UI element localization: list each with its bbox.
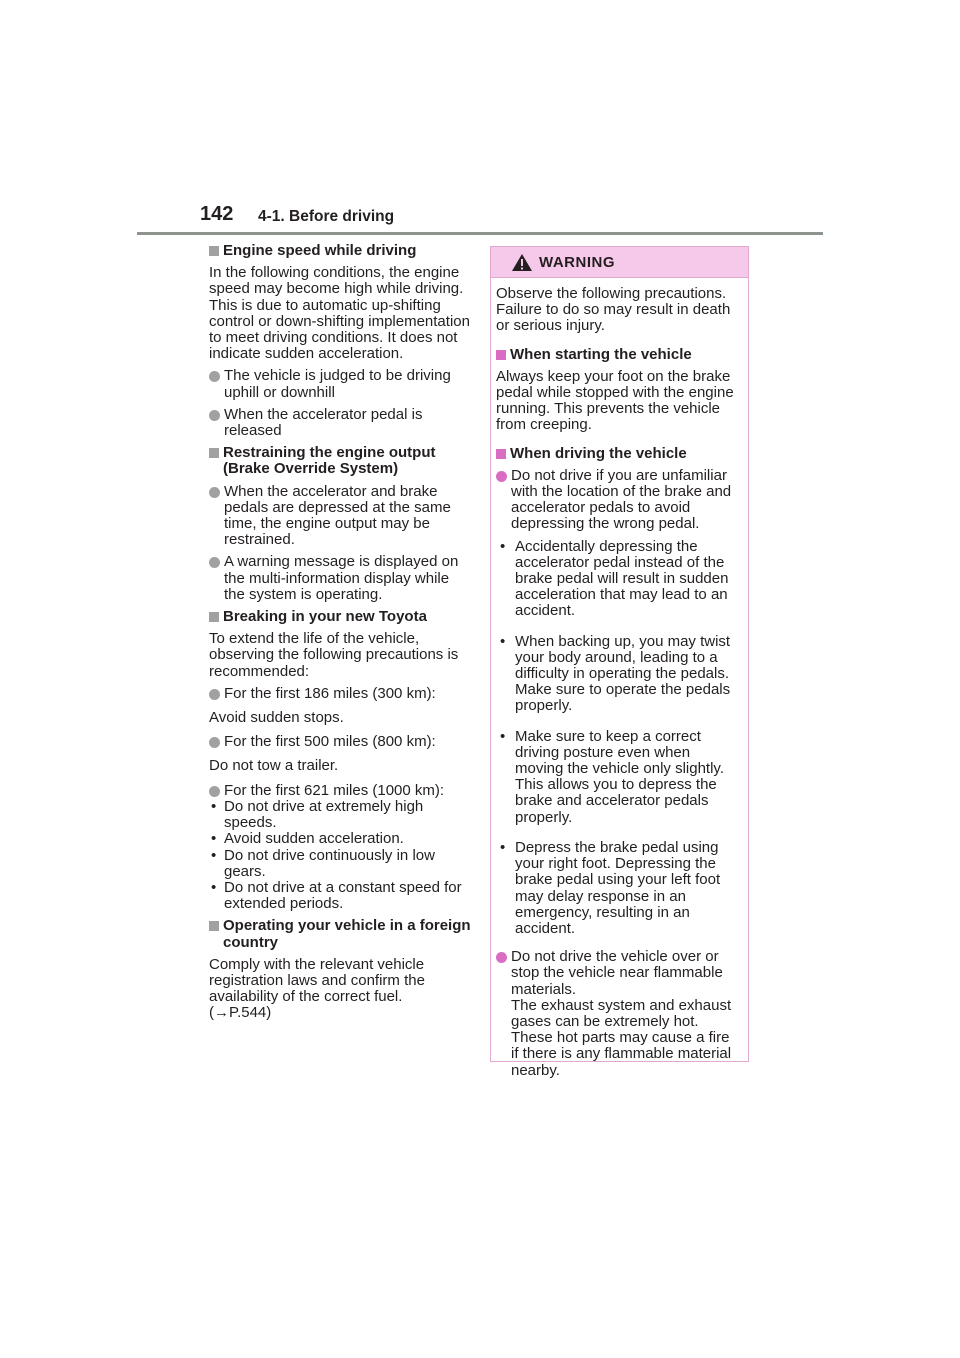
square-bullet-icon: [209, 246, 219, 256]
circle-bullet-icon: [496, 471, 507, 482]
circle-bullet-icon: [496, 952, 507, 963]
sub-list-item: • Do not drive at extremely high speeds.: [211, 797, 424, 832]
list-item: A warning message is displayed on the multi-information display while the system is operating.: [209, 554, 471, 603]
list-item: For the first 621 miles (1000 km):: [209, 783, 471, 799]
list-item: Do not drive the vehicle over or stop the vehicle near flammable materials. The exhaust system and exhaust gases can be extremely hot. These hot parts may cause a fire if there is any flammable material nearby.: [496, 949, 740, 1079]
sub-list-item: • Do not drive continuously in low gears.: [211, 846, 435, 880]
heading-starting: When starting the vehicle: [496, 347, 740, 363]
circle-bullet-icon: [209, 689, 220, 700]
sub-list-item: • Make sure to keep a correct driving posture even when moving the vehicle only slightly. This allows you to depress the brake and accelerator pedals properly.: [500, 727, 724, 826]
heading-breaking-in: Breaking in your new Toyota: [209, 609, 471, 625]
paragraph: Avoid sudden stops.: [209, 709, 344, 727]
left-column: [209, 243, 471, 1028]
heading-foreign-country: Operating your vehicle in a foreign country: [209, 918, 471, 950]
sub-list-item: • When backing up, you may twist your body around, leading to a difficulty in operating the pedals. Make sure to operate the pedals properly.: [500, 632, 731, 715]
paragraph: Do not tow a trailer.: [209, 757, 339, 775]
paragraph: Always keep your foot on the brake pedal while stopped with the engine running. This prevents the vehicle from creeping.: [496, 367, 734, 434]
page-header: [0, 0, 960, 240]
circle-bullet-icon: [209, 410, 220, 421]
circle-bullet-icon: [209, 786, 220, 797]
header-divider: [137, 232, 823, 235]
list-item: For the first 500 miles (800 km):: [209, 734, 471, 750]
heading-brake-override: Restraining the engine output (Brake Override System): [209, 445, 471, 477]
sub-list-item: • Avoid sudden acceleration.: [211, 830, 404, 848]
heading-engine-speed: Engine speed while driving: [209, 243, 471, 259]
warning-box: [490, 246, 749, 1079]
square-bullet-icon: [209, 448, 219, 458]
warning-triangle-icon: [511, 253, 533, 277]
page-number: 142: [200, 203, 234, 225]
paragraph: To extend the life of the vehicle, observing the following precautions is recommended:: [209, 630, 459, 680]
list-item: For the first 186 miles (300 km):: [209, 686, 471, 702]
circle-bullet-icon: [209, 557, 220, 568]
warning-body: [491, 278, 748, 1079]
list-item: When the accelerator pedal is released: [209, 407, 471, 439]
sub-list-item: • Depress the brake pedal using your right foot. Depressing the brake pedal using your left foot may delay response in an emergency, resulting in an accident.: [500, 838, 721, 937]
page-reference-link[interactable]: (→P.544): [209, 1004, 272, 1022]
paragraph: Observe the following precautions. Failure to do so may result in death or serious injury.: [496, 285, 731, 335]
square-bullet-icon: [209, 612, 219, 622]
square-bullet-icon: [209, 921, 219, 931]
square-bullet-icon: [496, 449, 506, 459]
warning-title: WARNING: [539, 254, 615, 271]
circle-bullet-icon: [209, 487, 220, 498]
paragraph: Comply with the relevant vehicle registration laws and confirm the availability of the correct fuel. (→P.544): [209, 955, 425, 1022]
warning-header: [491, 247, 748, 278]
list-item: Do not drive if you are unfamiliar with the location of the brake and accelerator pedals to avoid depressing the wrong pedal.: [496, 468, 740, 533]
list-item: The vehicle is judged to be driving uphill or downhill: [209, 368, 471, 400]
paragraph: In the following conditions, the engine speed may become high while driving. This is due to automatic up-shifting control or down-shifting implementation to meet driving conditions. It does not indicate sudden acceleration.: [209, 264, 470, 363]
square-bullet-icon: [496, 350, 506, 360]
sub-list-item: • Accidentally depressing the accelerator pedal instead of the brake pedal will result in sudden acceleration that may lead to an accident.: [500, 537, 729, 620]
section-title: 4-1. Before driving: [258, 208, 395, 225]
heading-driving: When driving the vehicle: [496, 446, 740, 462]
list-item: When the accelerator and brake pedals are depressed at the same time, the engine output may be restrained.: [209, 484, 471, 549]
circle-bullet-icon: [209, 371, 220, 382]
sub-list-item: • Do not drive at a constant speed for extended periods.: [211, 878, 462, 913]
circle-bullet-icon: [209, 737, 220, 748]
